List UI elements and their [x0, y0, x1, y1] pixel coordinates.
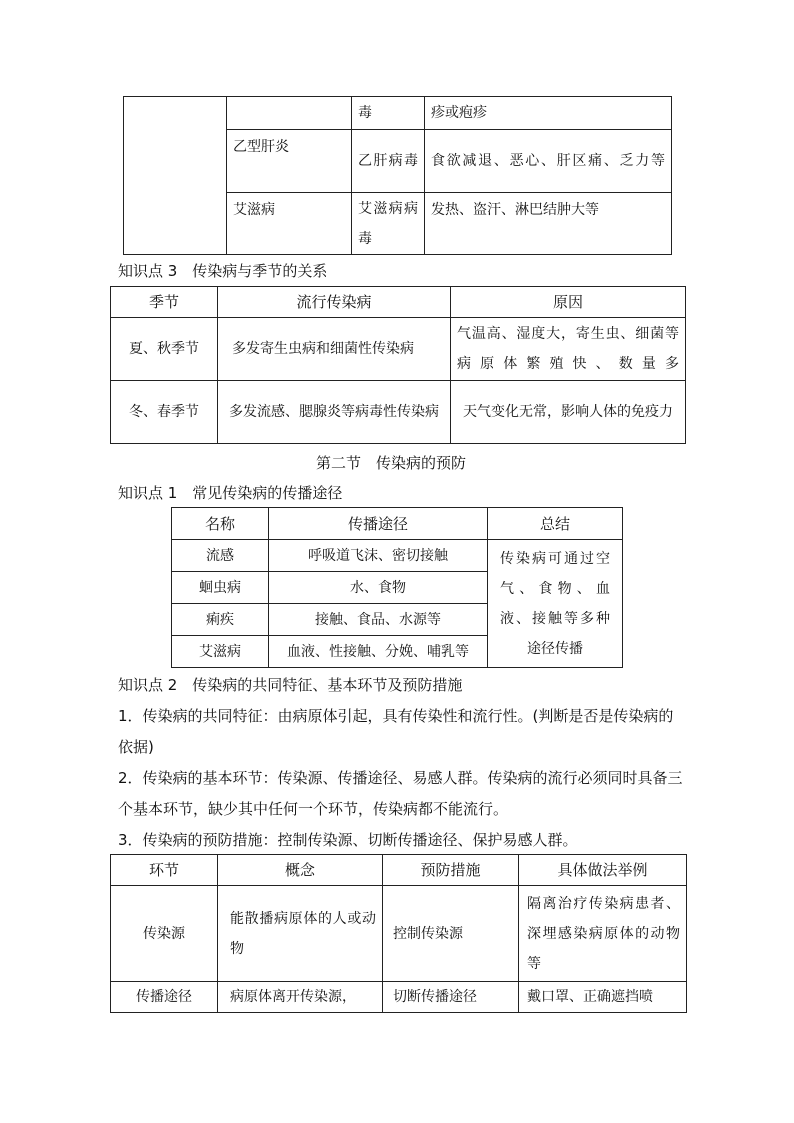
header-link: 环节 [111, 855, 218, 886]
header-summary: 总结 [488, 508, 623, 540]
measure-cell: 控制传染源 [383, 886, 519, 982]
name-cell: 蛔虫病 [172, 572, 269, 604]
transmission-table [171, 507, 623, 668]
concept-cell: 病原体离开传染源， [218, 982, 383, 1013]
header-reason: 原因 [451, 287, 686, 318]
disease-cell: 多发寄生虫病和细菌性传染病 [218, 318, 451, 381]
name-cell: 艾滋病 [172, 636, 269, 668]
disease-cell: 多发流感、腮腺炎等病毒性传染病 [218, 381, 451, 444]
concept-cell: 能散播病原体的人或动物 [218, 886, 383, 982]
header-disease: 流行传染病 [218, 287, 451, 318]
example-cell: 隔离治疗传染病患者、深埋感染病原体的动物等 [519, 886, 687, 982]
summary-cell: 传染病可通过空气、食物、血液、接触等多种途径传播 [488, 540, 623, 668]
symptom-cell: 疹或疱疹 [425, 97, 672, 130]
section-title: 第二节 传染病的预防 [316, 454, 467, 472]
category-cell [124, 97, 227, 255]
header-measure: 预防措施 [383, 855, 519, 886]
disease-cell: 乙型肝炎 [227, 130, 352, 193]
header-season: 季节 [111, 287, 218, 318]
route-cell: 呼吸道飞沫、密切接触 [269, 540, 488, 572]
kp2-heading: 知识点 2 传染病的共同特征、基本环节及预防措施 [118, 676, 463, 694]
disease-pathogen-table [123, 96, 672, 255]
header-concept: 概念 [218, 855, 383, 886]
kp3-heading: 知识点 3 传染病与季节的关系 [118, 262, 328, 280]
pathogen-cell: 乙肝病毒 [352, 130, 425, 193]
route-cell: 接触、食品、水源等 [269, 604, 488, 636]
disease-cell: 艾滋病 [227, 193, 352, 255]
reason-cell: 天气变化无常，影响人体的免疫力 [451, 381, 686, 444]
season-table [110, 286, 686, 444]
route-cell: 水、食物 [269, 572, 488, 604]
header-example: 具体做法举例 [519, 855, 687, 886]
paragraph-links: 2．传染病的基本环节：传染源、传播途径、易感人群。传染病的流行必须同时具备三个基本环节，缺少其中任何一个环节，传染病都不能流行。 [118, 769, 683, 818]
paragraph-measures: 3．传染病的预防措施：控制传染源、切断传播途径、保护易感人群。 [118, 831, 578, 849]
season-cell: 夏、秋季节 [111, 318, 218, 381]
symptom-cell: 发热、盗汗、淋巴结肿大等 [425, 193, 672, 255]
kp1-heading: 知识点 1 常见传染病的传播途径 [118, 484, 343, 502]
pathogen-cell: 毒 [352, 97, 425, 130]
link-cell: 传染源 [111, 886, 218, 982]
symptom-cell: 食欲减退、恶心、肝区痛、乏力等 [425, 130, 672, 193]
link-cell: 传播途径 [111, 982, 218, 1013]
measure-cell: 切断传播途径 [383, 982, 519, 1013]
reason-cell: 气温高、湿度大，寄生虫、细菌等病原体繁殖快、数量多 [451, 318, 686, 381]
paragraph-features: 1．传染病的共同特征：由病原体引起，具有传染性和流行性。(判断是否是传染病的依据) [118, 707, 674, 756]
example-cell: 戴口罩、正确遮挡喷 [519, 982, 687, 1013]
season-cell: 冬、春季节 [111, 381, 218, 444]
header-name: 名称 [172, 508, 269, 540]
route-cell: 血液、性接触、分娩、哺乳等 [269, 636, 488, 668]
disease-cell [227, 97, 352, 130]
header-route: 传播途径 [269, 508, 488, 540]
prevention-table [110, 854, 687, 1013]
name-cell: 流感 [172, 540, 269, 572]
pathogen-cell: 艾滋病病毒 [352, 193, 425, 255]
name-cell: 痢疾 [172, 604, 269, 636]
